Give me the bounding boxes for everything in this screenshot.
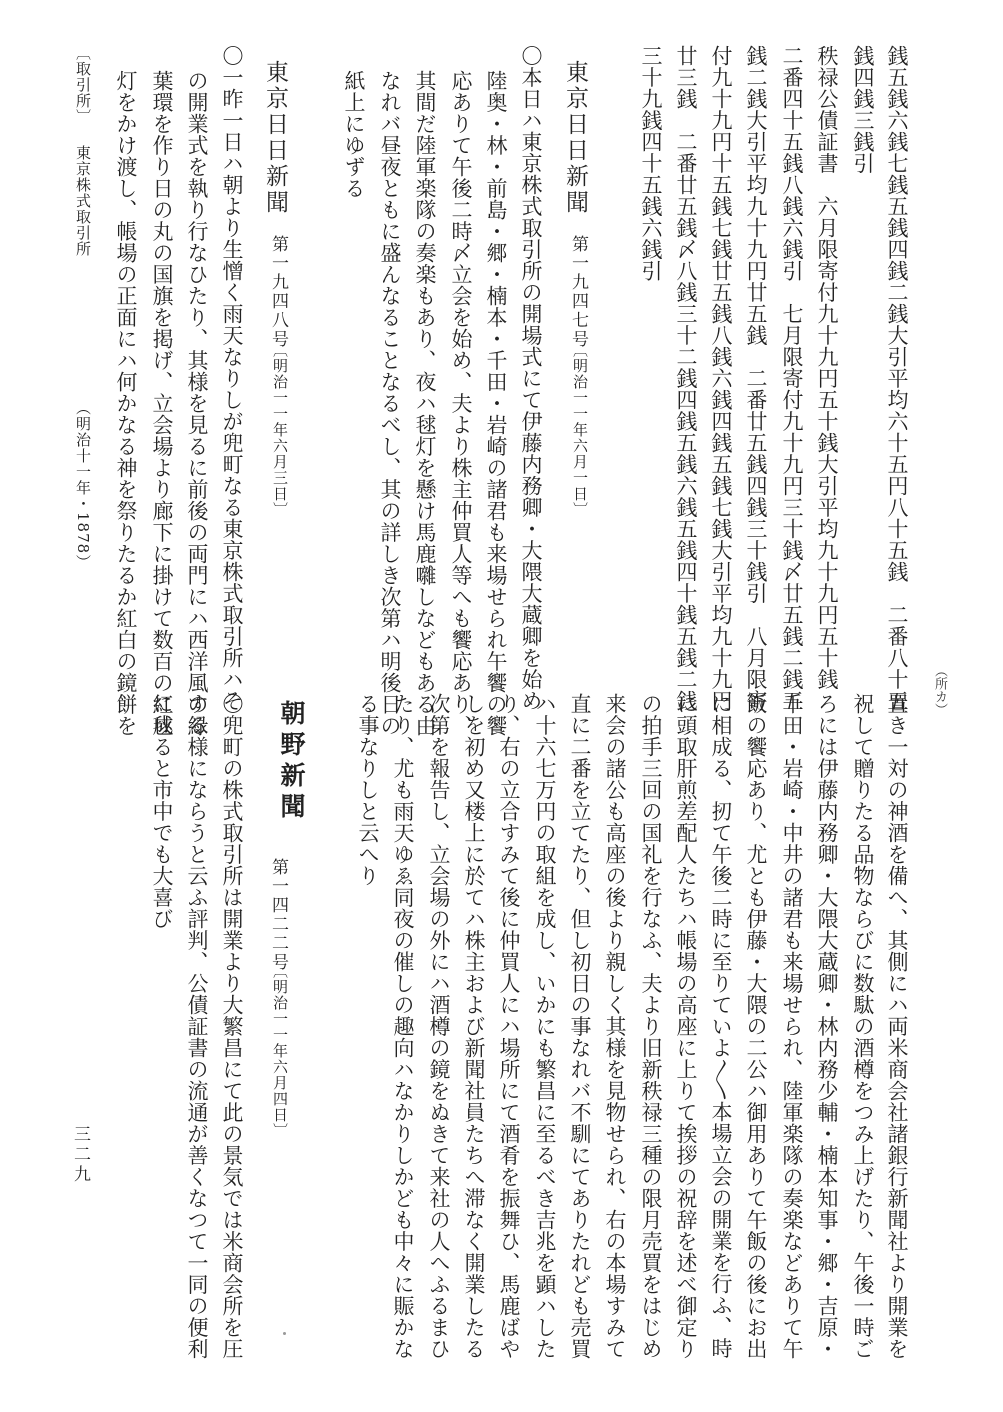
text-line: 〇一昨一日ハ朝より生憎く雨天なりしが兜町なる東京株式取引所ハそ (220, 45, 244, 712)
issue-date: 〔明治一一年六月三日〕 (271, 342, 289, 518)
text-line: 銭五銭六銭七銭五銭四銭二銭大引平均六十五円八十五銭 二番八十五 (885, 45, 909, 712)
text-line: 次第を報告し、立会場の外にハ酒樽の鏡をぬきて来社の人へふるまひ (427, 693, 451, 1360)
text-line: に相成る、扨て午後二時に至りていよ〳〵本場立会の開業を行ふ、時 (709, 693, 733, 1359)
text-line: 葉環を作り日の丸の国旗を掲げ、立会場より廊下に掛けて数百の紅毬 (150, 70, 174, 737)
annotation-note: （所カ） (932, 664, 947, 716)
newspaper-title: 東京日日新聞 (562, 60, 588, 216)
text-line: る事なりしと云へり (356, 693, 380, 887)
text-line: 紙上にゆずる (342, 70, 366, 199)
text-line: の拍手三回の国礼を行なふ、夫より旧新秩禄三種の限月売買をはじめ (639, 693, 663, 1360)
text-line: 三十九銭四十五銭六銭引 (639, 45, 663, 282)
text-line: 祝して贈りたる品物ならびに数駄の酒樽をつみ上げたり、午後一時ご (851, 693, 875, 1360)
text-line: ろには伊藤内務卿・大隈大蔵卿・林内務少輔・楠本知事・郷・吉原・ (815, 693, 839, 1360)
section-label: 〔取引所〕 (74, 45, 92, 125)
issue-date: 〔明治一一年六月四日〕 (271, 963, 289, 1139)
text-line: 付九十九円十五銭七銭廿五銭八銭六銭四銭五銭七銭大引平均九十九円 (709, 45, 733, 712)
text-line: 〇兜町の株式取引所は開業より大繁昌にて此の景気では米商会所を圧 (220, 693, 244, 1360)
text-line: 飯の饗応あり、尤とも伊藤・大隈の二公ハ御用ありて午飯の後にお出 (744, 693, 768, 1360)
text-line: 来会の諸公も高座の後より親しく其様を見物せられ、右の本場すみて (603, 693, 627, 1360)
organization-name: 東京株式取引所 (74, 145, 92, 257)
text-line: 置き一対の神酒を備へ、其側にハ両米商会社諸銀行新聞社より開業を (885, 693, 909, 1360)
text-line: の開業式を執り行なひたり、其様を見るに前後の両門にハ西洋風の緑 (185, 70, 209, 737)
text-line: 灯をかけ渡し、帳場の正面にハ何かなる神を祭りたるか紅白の鏡餅を (114, 70, 138, 737)
text-line: に頭取肝煎差配人たちハ帳場の高座に上りて挨拶の祝辞を述べ御定り (674, 693, 698, 1360)
text-line: に成ると市中でも大喜び (150, 693, 174, 930)
text-line: しを初め又楼上に於てハ株主および新聞社員たちへ滞なく開業したる (462, 693, 486, 1360)
text-line: 二番四十五銭八銭六銭引 七月限寄付九十九円三十銭〆廿五銭二銭五 (780, 45, 804, 712)
text-line: 〇本日ハ東京株式取引所の開場式にて伊藤内務卿・大隈大蔵卿を始め (519, 45, 543, 712)
text-line: 其間だ陸軍楽隊の奏楽もあり、夜ハ毬灯を懸け馬鹿囃しなどもある由 (413, 70, 437, 737)
issue-date: 〔明治一一年六月一日〕 (571, 342, 589, 518)
issue-number: 第一九四七号 (568, 235, 588, 349)
text-line: する様にならうと云ふ評判、公債証書の流通が善くなつて一同の便利 (185, 693, 209, 1360)
text-line: 銭二銭大引平均九十九円廿五銭 二番廿五銭四銭三十銭引 八月限寄 (744, 45, 768, 712)
era-label: （明治十一年・1878） (74, 400, 92, 571)
issue-number: 第一四二二号 (268, 858, 288, 972)
issue-number: 第一九四八号 (268, 235, 288, 349)
text-line: 応ありて午後二時〆立会を始め、夫より株主仲買人等へも饗応あり、 (449, 70, 473, 737)
text-line: 廿三銭 二番廿五銭〆八銭三十二銭四銭五銭六銭五銭四十銭五銭二銭 (674, 45, 698, 712)
text-line: 銭四銭三銭引 (851, 45, 875, 174)
newspaper-title: 朝野新聞 (277, 700, 306, 824)
text-line: 直に二番を立てたり、但し初日の事なれバ不馴にてありたれども売買 (568, 693, 592, 1360)
text-line: なれバ昼夜ともに盛んなることなるべし、其の詳しき次第ハ明後日の (378, 70, 402, 737)
text-line: 千田・岩崎・中井の諸君も来場せられ、陸軍楽隊の奏楽などありて午 (780, 693, 804, 1360)
text-line: ハ十六七万円の取組を成し、いかにも繁昌に至るべき吉兆を顕ハした (533, 693, 557, 1360)
text-line: り、右の立合すみて後に仲買人にハ場所にて酒肴を振舞ひ、馬鹿ばや (497, 693, 521, 1360)
text-line: 陸奥・林・前島・郷・楠本・千田・岩崎の諸君も来場せられ午饗の饗 (484, 70, 508, 737)
print-speck (283, 1332, 286, 1335)
text-line: たり、尤も雨天ゆゑ同夜の催しの趣向ハなかりしかども中々に賑かな (391, 693, 415, 1360)
page-number: 三二九 (70, 1125, 90, 1185)
text-line: 秩禄公債証書 六月限寄付九十九円五十銭大引平均九十九円五十銭 (815, 45, 839, 690)
newspaper-title: 東京日日新聞 (262, 60, 288, 216)
